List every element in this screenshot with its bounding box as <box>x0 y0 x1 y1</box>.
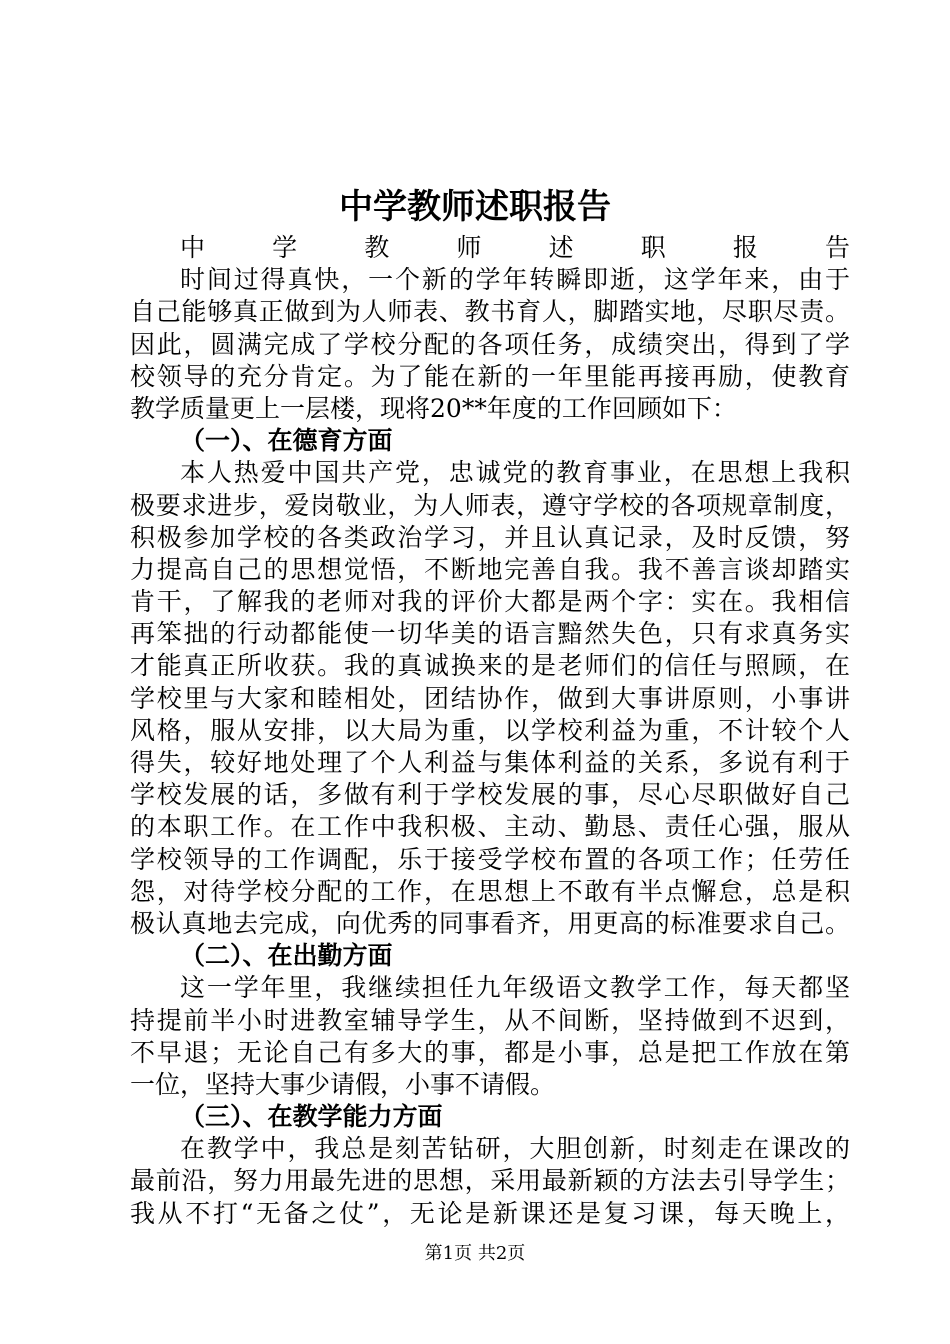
text-line: 极认真地去完成，向优秀的同事看齐，用更高的标准要求自己。 <box>130 908 850 938</box>
text-line: 的本职工作。在工作中我积极、主动、勤恳、责任心强，服从 <box>130 812 850 842</box>
document-title: 中学教师述职报告 <box>339 187 611 227</box>
page-footer: 第1页 共2页 <box>424 1243 526 1264</box>
text-line: 一位，坚持大事少请假，小事不请假。 <box>130 1069 556 1099</box>
text-line: 不早退；无论自己有多大的事，都是小事，总是把工作放在第 <box>130 1037 850 1067</box>
text-line: 积极参加学校的各类政治学习，并且认真记录，及时反馈，努 <box>130 522 850 552</box>
text-line: 学校发展的话，多做有利于学校发展的事，尽心尽职做好自己 <box>130 780 850 810</box>
text-line: 本人热爱中国共产党，忠诚党的教育事业，在思想上我积 <box>180 458 850 488</box>
text-line: 自己能够真正做到为人师表、教书育人，脚踏实地，尽职尽责。 <box>130 297 850 327</box>
text-line: 再笨拙的行动都能使一切华美的语言黯然失色，只有求真务实 <box>130 619 850 649</box>
text-line: 校领导的充分肯定。为了能在新的一年里能再接再励，使教育 <box>130 361 850 391</box>
text-line: 这一学年里，我继续担任九年级语文教学工作，每天都坚 <box>180 973 850 1003</box>
text-line: 力提高自己的思想觉悟，不断地完善自我。我不善言谈却踏实 <box>130 554 850 584</box>
text-line: 极要求进步，爱岗敬业，为人师表，遵守学校的各项规章制度， <box>130 490 850 520</box>
text-line: 因此，圆满完成了学校分配的各项任务，成绩突出，得到了学 <box>130 329 850 359</box>
text-line: 怨，对待学校分配的工作，在思想上不敢有半点懈怠，总是积 <box>130 876 850 906</box>
document-body <box>130 232 850 1230</box>
text-line: 学校里与大家和睦相处，团结协作，做到大事讲原则，小事讲 <box>130 683 850 713</box>
text-line: 我从不打“无备之仗”，无论是新课还是复习课，每天晚上， <box>130 1198 850 1228</box>
text-line: 中学教师述职报告 <box>180 233 850 262</box>
section-heading: （一）、在德育方面 <box>180 426 393 456</box>
text-line: 才能真正所收获。我的真诚换来的是老师们的信任与照顾，在 <box>130 651 850 681</box>
text-line: 得失，较好地处理了个人利益与集体利益的关系，多说有利于 <box>130 748 850 777</box>
text-line: 最前沿，努力用最先进的思想，采用最新颖的方法去引导学生； <box>130 1166 850 1196</box>
text-line: 在教学中，我总是刻苦钻研，大胆创新，时刻走在课改的 <box>180 1134 850 1164</box>
text-line: 教学质量更上一层楼，现将20**年度的工作回顾如下： <box>130 393 737 423</box>
section-heading: （二）、在出勤方面 <box>180 941 393 971</box>
text-line: 风格，服从安排，以大局为重，以学校利益为重，不计较个人 <box>130 715 850 745</box>
text-line: 时间过得真快，一个新的学年转瞬即逝，这学年来，由于 <box>180 265 850 295</box>
text-line: 持提前半小时进教室辅导学生，从不间断，坚持做到不迟到， <box>130 1005 850 1035</box>
text-line: 肯干，了解我的老师对我的评价大都是两个字：实在。我相信 <box>130 587 850 617</box>
text-line: 学校领导的工作调配，乐于接受学校布置的各项工作；任劳任 <box>130 844 850 874</box>
section-heading: （三）、在教学能力方面 <box>180 1102 443 1132</box>
